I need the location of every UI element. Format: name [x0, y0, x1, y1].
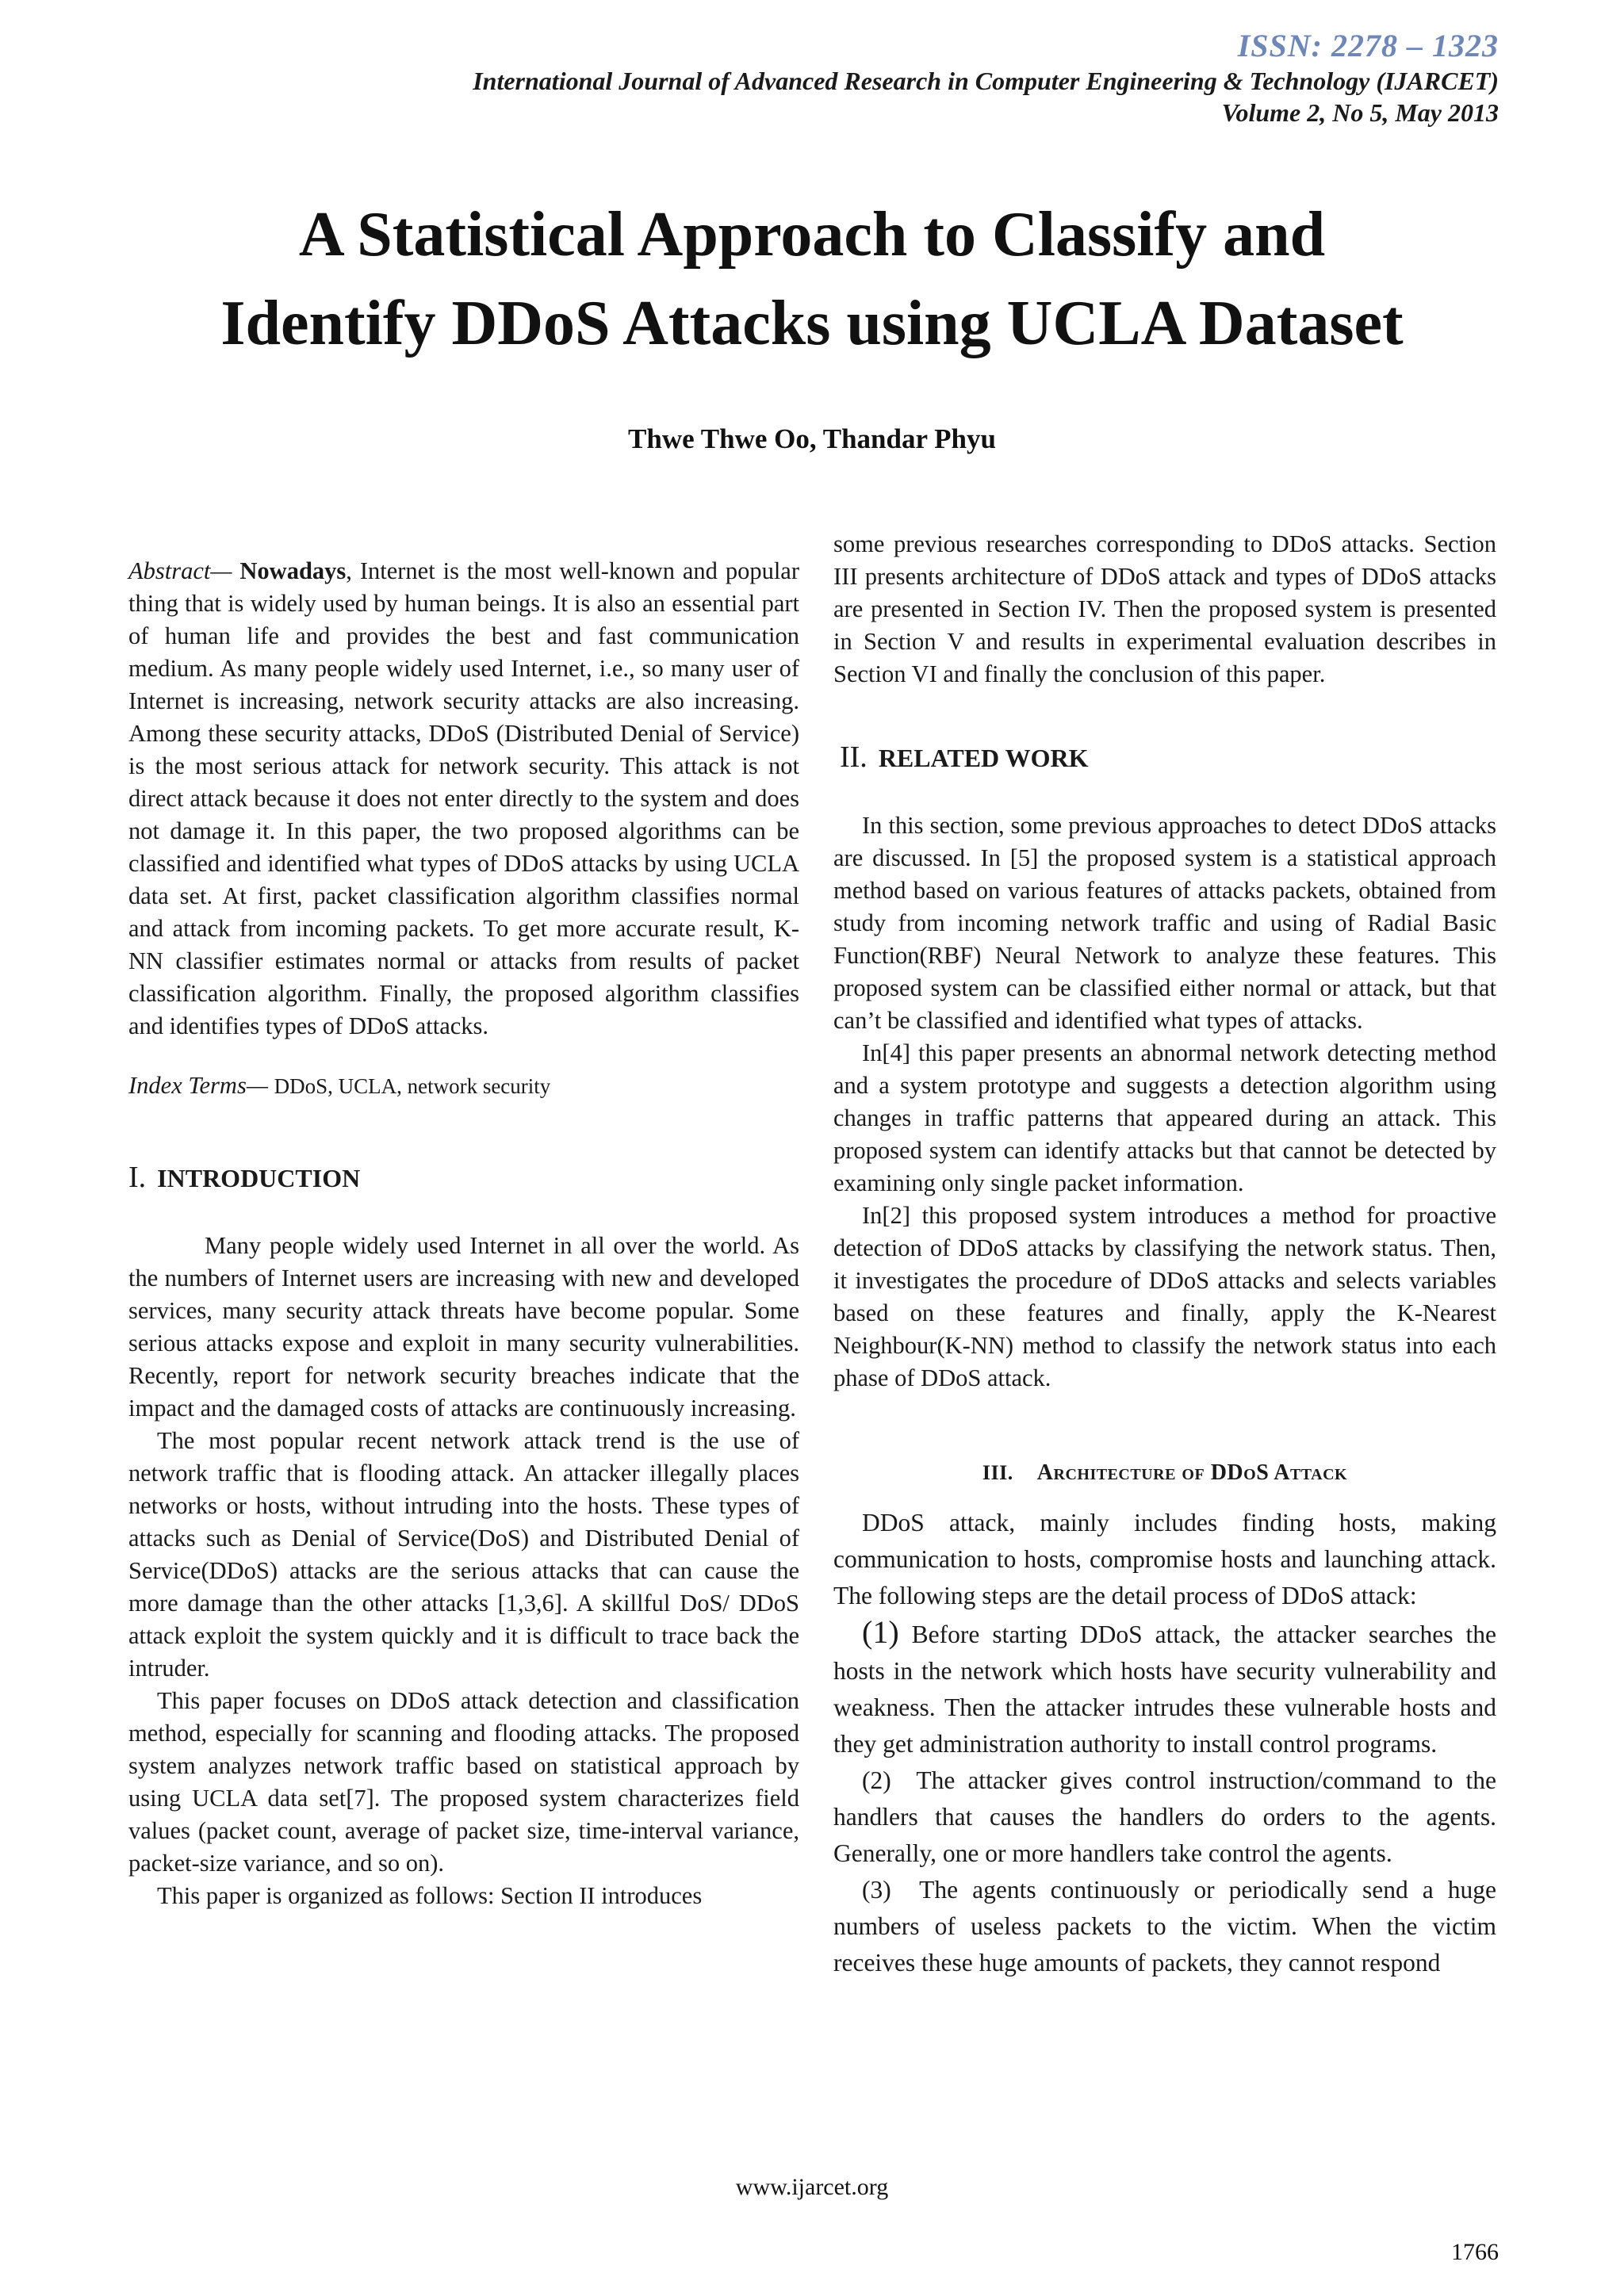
abstract-lead: Nowadays [239, 557, 347, 584]
paper-title [0, 190, 1624, 368]
intro-continuation: some previous researches corresponding to DDoS attacks. Section III presents architecture of DDoS attack and types of DDoS attacks are presented in Section IV. Then the proposed system is presented in Section V and results in experimental evaluation describes in Section VI and finally the conclusion of this paper. [833, 530, 1496, 687]
architecture-intro: DDoS attack, mainly includes finding hosts, making communication to hosts, compromise hosts and launching attack. The following steps are the detail process of DDoS attack: [833, 1509, 1496, 1609]
abstract-label: Abstract— [128, 557, 232, 584]
intro-paragraph: This paper focuses on DDoS attack detection and classification method, especially for scanning and flooding attacks. The proposed system analyzes network traffic based on statistical approach by using UCLA data set[7]. The proposed system characterizes field values (packet count, average of packet size, time-interval variance, packet-size variance, and so on). [128, 1687, 799, 1877]
section-number: I. [128, 1161, 147, 1194]
section-title: RELATED WORK [878, 744, 1089, 772]
authors: Thwe Thwe Oo, Thandar Phyu [628, 423, 996, 454]
abstract [128, 555, 799, 1043]
related-work-paragraph: In[2] this proposed system introduces a method for proactive detection of DDoS attacks by classifying the network status. Then, it investigates the procedure of DDoS attacks and selects variables based on these features and finally, apply the K-Nearest Neighbour(K-NN) method to classify the network status into each phase of DDoS attack. [833, 1202, 1496, 1391]
related-work-paragraph: In[4] this paper presents an abnormal network detecting method and a system prototype and suggests a detection algorithm using changes in traffic patterns that appeared during an attack. This proposed system can identify attacks but that cannot be detected by examining only single packet information. [833, 1039, 1496, 1196]
step-text: The attacker gives control instruction/command to the handlers that causes the handlers do orders to the agents. Generally, one or more handlers take control the agents. [833, 1766, 1497, 1867]
intro-paragraph: The most popular recent network attack trend is the use of network traffic that is flooding attack. An attacker illegally places networks or hosts, without intruding into the hosts. These types of attacks such as Denial of Service(DoS) and Distributed Denial of Service(DDoS) attacks are the serious attacks that can cause the more damage than the other attacks [1,3,6]. A skillful DoS/ DDoS attack exploit the system quickly and it is difficult to trace back the intruder. [128, 1427, 799, 1682]
step-text: Before starting DDoS attack, the attacker searches the hosts in the network which hosts have security vulnerability and weakness. Then the attacker intrudes these vulnerable hosts and they get administration authority to install control programs. [833, 1621, 1497, 1758]
related-work-paragraph: In this section, some previous approaches to detect DDoS attacks are discussed. In [5] the proposed system is a statistical approach method based on various features of attacks packets, obtained from study from incoming network traffic and using of Radial Basic Function(RBF) Neural Network to analyze these features. This proposed system can be classified either normal or attack, but that can’t be classified and identified what types of attacks. [833, 812, 1496, 1034]
right-column [833, 528, 1496, 1981]
title-line-1: A Statistical Approach to Classify and [298, 200, 1326, 270]
section-heading-related-work [840, 741, 1496, 775]
section-heading-introduction [128, 1161, 799, 1195]
footer-url: www.ijarcet.org [735, 2174, 889, 2200]
architecture-step [833, 1614, 1496, 1762]
issn-number: ISSN: 2278 – 1323 [1237, 28, 1499, 63]
architecture-step [833, 1872, 1496, 1981]
step-number: (1) [862, 1614, 899, 1650]
intro-paragraph: This paper is organized as follows: Section II introduces [157, 1882, 703, 1909]
journal-name: International Journal of Advanced Research in Computer Engineering & Technology (IJARCET) [473, 67, 1499, 95]
section-title: INTRODUCTION [157, 1164, 361, 1192]
section-title: Architecture of DDoS Attack [1036, 1460, 1348, 1485]
index-terms-label: Index Terms— [128, 1072, 268, 1099]
section-number: III. [982, 1461, 1013, 1484]
left-column [128, 555, 799, 1912]
intro-paragraph: Many people widely used Internet in all over the world. As the numbers of Internet users are increasing with new and developed services, many security attack threats have become popular. Some serious attacks expose and exploit in many security vulnerabilities. Recently, report for network security breaches indicate that the impact and the damaged costs of attacks are continuously increasing. [128, 1232, 799, 1422]
journal-volume: Volume 2, No 5, May 2013 [1221, 98, 1499, 127]
architecture-step [833, 1762, 1496, 1872]
abstract-text: , Internet is the most well-known and popular thing that is widely used by human beings. It is also an essential part of human life and provides the best and fast communication medium. As many people widely used Internet, i.e., so many user of Internet is increasing, network security attacks are also increasing. Among these security attacks, DDoS (Distributed Denial of Service) is the most serious attack for network security. This attack is not direct attack because it does not enter directly to the system and does not damage it. In this paper, the two proposed algorithms can be classified and identified what types of DDoS attacks by using UCLA data set. At first, packet classification algorithm classifies normal and attack from incoming packets. To get more accurate result, K-NN classifier estimates normal or attacks from results of packet classification algorithm. Finally, the proposed algorithm classifies and identifies types of DDoS attacks. [128, 557, 799, 1039]
step-number: (2) [862, 1766, 891, 1794]
page-number: 1766 [1451, 2239, 1499, 2265]
index-terms [128, 1070, 799, 1103]
step-number: (3) [862, 1876, 891, 1904]
index-terms-values: DDoS, UCLA, network security [274, 1074, 551, 1098]
section-number: II. [840, 740, 868, 774]
step-text: The agents continuously or periodically send a huge numbers of useless packets to the victim. When the victim receives these huge amounts of packets, they cannot respond [833, 1876, 1496, 1976]
title-line-2: Identify DDoS Attacks using UCLA Dataset [220, 289, 1404, 358]
section-heading-architecture [833, 1456, 1496, 1490]
